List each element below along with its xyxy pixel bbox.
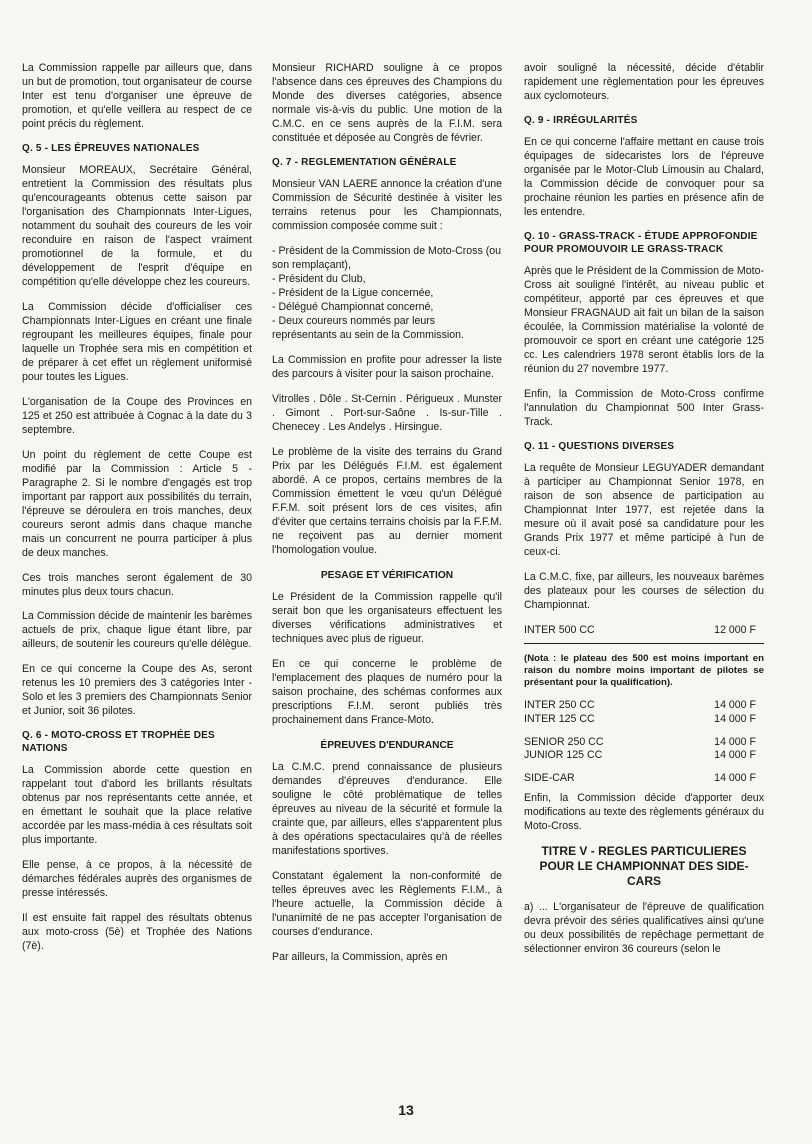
section-heading-q7: Q. 7 - REGLEMENTATION GÉNÉRALE — [272, 156, 457, 168]
paragraph: La C.M.C. fixe, par ailleurs, les nouveaux barèmes des plateaux pour les courses de sélection du Championnat. — [524, 571, 764, 612]
section-heading-q6: Q. 6 - MOTO-CROSS ET TROPHÉE DES NATIONS — [22, 730, 215, 754]
rate-row — [524, 713, 764, 726]
rate-label: INTER 250 CC — [524, 699, 595, 712]
section-heading-q10: Q. 10 - GRASS-TRACK - ÉTUDE APPROFONDIE POUR PROMOUVOIR LE GRASS-TRACK — [524, 231, 758, 255]
section-heading-q9: Q. 9 - IRRÉGULARITÉS — [524, 114, 638, 126]
paragraph: En ce qui concerne l'affaire mettant en cause trois équipages de sidecaristes lors de l'épreuve organisée par le Motor-Club Limousin au Chalard, la Commission décide de convoquer pour sa prochaine réunion les parties en présence afin de les entendre. — [524, 136, 764, 219]
paragraph: En ce qui concerne la Coupe des As, seront retenus les 10 premiers des 3 catégories Inter - Solo et les 3 premiers des Championnats Senior et Junior, soit 36 pilotes. — [22, 663, 252, 718]
paragraph: Un point du règlement de cette Coupe est modifié par la Commission : Article 5 - Paragraphe 2. Si le nombre d'engagés est trop important par rapport aux possibilités du terrain, l'épreuve se déroulera en trois manches, deux coureurs seront admis dans chaque manche mais un concurrent ne pourra participer à plus de deux manches. — [22, 448, 252, 559]
rate-amount: 12 000 F — [714, 624, 756, 637]
rate-row — [524, 726, 764, 749]
circuit-list: Vitrolles . Dôle . St-Cernin . Périgueux . Munster . Gimont . Port-sur-Saône . Is-sur-Tille . Chenecey . Les Andelys . Hirsingue. — [272, 392, 502, 433]
paragraph: Elle pense, à ce propos, à la nécessité de démarches fédérales auprès des organismes de presse intéressés. — [22, 859, 252, 899]
column-right — [524, 62, 764, 968]
paragraph: Le problème de la visite des terrains du Grand Prix par les Délégués F.I.M. est également abordé. A ce propos, certains membres de la Commission émettent le vœu qu'un Délégué F.F.M. soit présent lors de ces visites, afin d'éviter que certains terrains choisis par la F.F.M. ne reçoivent pas au dernier moment l'homologation voulue. — [272, 445, 502, 556]
paragraph: En ce qui concerne le problème de l'emplacement des plaques de numéro pour la saison prochaine, des schémas conformes aux prescriptions F.I.M. seront publiés très prochainement dans France-Moto. — [272, 657, 502, 726]
rates-table — [524, 699, 764, 785]
rate-amount: 14 000 F — [714, 712, 756, 725]
paragraph: a) ... L'organisateur de l'épreuve de qualification devra prévoir des séries qualificatives ainsi qu'une ou deux possibilités de repêchage permettant de sélectionner environ 36 coureurs (selon le — [524, 901, 764, 956]
paragraph: La C.M.C. prend connaissance de plusieurs demandes d'épreuves d'endurance. Elle souligne le côté problématique de telles épreuves au niveau de la sécurité et formule la crainte que, par ailleurs, elles s'apparentent plus à des opérations spectaculaires qu'à de réelles manifestations sportives. — [272, 761, 502, 857]
paragraph: Enfin, la Commission de Moto-Cross confirme l'annulation du Championnat 500 Inter Grass-Track. — [524, 387, 764, 428]
paragraph: Il est ensuite fait rappel des résultats obtenus aux moto-cross (5è) et Trophée des Nations (7è). — [22, 911, 252, 952]
section-heading-q11: Q. 11 - QUESTIONS DIVERSES — [524, 440, 675, 452]
rate-amount: 14 000 F — [714, 735, 756, 748]
paragraph: Le Président de la Commission rappelle qu'il serait bon que les organisateurs effectuent les diverses vérifications administratives et techniques avec plus de rigueur. — [272, 591, 502, 645]
title-v-heading: TITRE V - REGLES PARTICULIERES POUR LE CHAMPIONNAT DES SIDE-CARS — [539, 844, 749, 889]
rate-row — [524, 624, 764, 637]
paragraph: La Commission décide d'officialiser ces Championnats Inter-Ligues en créant une finale regroupant les meilleures équipes, finale pour laquelle un Trophée sera mis en compétition et de préparer à cet effet un règlement uniformisé pour toutes les Ligues. — [22, 301, 252, 383]
subheading-endurance: ÉPREUVES D'ENDURANCE — [320, 739, 454, 751]
page-number: 13 — [398, 1102, 414, 1118]
divider — [524, 643, 764, 644]
paragraph: avoir souligné la nécessité, décide d'établir rapidement une règlementation pour les épreuves aux cyclomoteurs. — [524, 62, 764, 102]
rate-row — [524, 699, 764, 712]
paragraph: Enfin, la Commission décide d'apporter deux modifications au texte des règlements généraux du Moto-Cross. — [524, 791, 764, 832]
rate-label: INTER 125 CC — [524, 712, 595, 725]
paragraph: Monsieur MOREAUX, Secrétaire Général, entretient la Commission des résultats plus qu'encourageants obtenus cette saison par l'organisation des Championnats Inter-Ligues, notamment du souhait des coureurs de les voir reconduire en raison de l'aspect vraiment promotionnel de la formule, et du développement de l'esprit d'équipe en compétition qu'elle développe chez les coureurs. — [22, 164, 252, 289]
rate-note: (Nota : le plateau des 500 est moins important en raison du nombre moins important de pilotes se présentant pour la qualification). — [524, 653, 764, 688]
paragraph: Après que le Président de la Commission de Moto-Cross ait souligné l'intérêt, au niveau public et compétiteur, apporté par ces épreuves et que Monsieur FRAGNAUD ait fait un bilan de la saison écoulée, la Commission matérialise la volonté de promouvoir ce sport en créant une catégorie 125 cc. Les calendriers 1978 seront établis lors de la réunion du 27 novembre 1977. — [524, 265, 764, 375]
rate-label: JUNIOR 125 CC — [524, 749, 603, 762]
paragraph: La Commission aborde cette question en rappelant tout d'abord les brillants résultats obtenus par nos représentants cette année, et en émettant le souhait que la place relative accordée par les mass-média à ces résultats soit plus importante. — [22, 764, 252, 847]
subheading-pesage: PESAGE ET VÉRIFICATION — [320, 569, 454, 581]
paragraph: Ces trois manches seront également de 30 minutes plus deux tours chacun. — [22, 571, 252, 598]
rate-amount: 14 000 F — [714, 699, 756, 712]
rate-row — [524, 749, 764, 762]
section-heading-q5: Q. 5 - LES ÉPREUVES NATIONALES — [22, 142, 200, 154]
rate-amount: 14 000 F — [714, 772, 756, 785]
paragraph: La Commission décide de maintenir les barèmes actuels de prix, chaque ligue étant libre, par ailleurs, de soutenir les coureurs qu'elle délègue. — [22, 610, 252, 651]
paragraph: Par ailleurs, la Commission, après en — [272, 950, 448, 963]
rate-label: INTER 500 CC — [524, 624, 595, 637]
column-middle — [272, 62, 502, 976]
rate-amount: 14 000 F — [714, 749, 756, 762]
commission-member-list: - Président de la Commission de Moto-Cross (ou son remplaçant), - Président du Club, - Président de la Ligue concernée, - Délégué Championnat concerné, - Deux coureurs nommés par leurs représentants au sein de la Commission. — [272, 245, 502, 341]
paragraph: Monsieur VAN LAERE annonce la création d'une Commission de Sécurité destinée à visiter les terrains retenus pour les Championnats, commission composée comme suit : — [272, 178, 502, 233]
rate-row — [524, 762, 764, 785]
paragraph: Monsieur RICHARD souligne à ce propos l'absence dans ces épreuves des Champions du Monde des diverses catégories, absence normale vis-à-vis du public. Une motion de la C.M.C. en ce sens auprès de la F.I.M. sera constituée et déposée au Congrès de février. — [272, 62, 502, 144]
paragraph: La Commission en profite pour adresser la liste des parcours à visiter pour la saison prochaine. — [272, 353, 502, 380]
column-left — [22, 62, 252, 965]
paragraph: La Commission rappelle par ailleurs que, dans un but de promotion, tout organisateur de course Inter est tenu d'organiser une épreuve de promotion, et qu'elle veillera au respect de ce point précis du règlement. — [22, 62, 252, 130]
rates-table-top — [524, 624, 764, 637]
paragraph: La requête de Monsieur LEGUYADER demandant à participer au Championnat Senior 1978, en raison de son absence de participation au Championnat Inter 1977, est rejetée dans la mesure où il avait posé sa candidature pour les Grands Prix 1977 et même participé à l'un de ceux-ci. — [524, 462, 764, 559]
rate-label: SENIOR 250 CC — [524, 735, 604, 748]
paragraph: L'organisation de la Coupe des Provinces en 125 et 250 est attribuée à Cognac à la date du 3 septembre. — [22, 395, 252, 436]
rate-label: SIDE-CAR — [524, 772, 575, 785]
paragraph: Constatant également la non-conformité de telles épreuves avec les Règlements F.I.M., à l'heure actuelle, la Commission décide à l'unanimité de ne pas accepter l'organisation de courses d'endurance. — [272, 869, 502, 938]
